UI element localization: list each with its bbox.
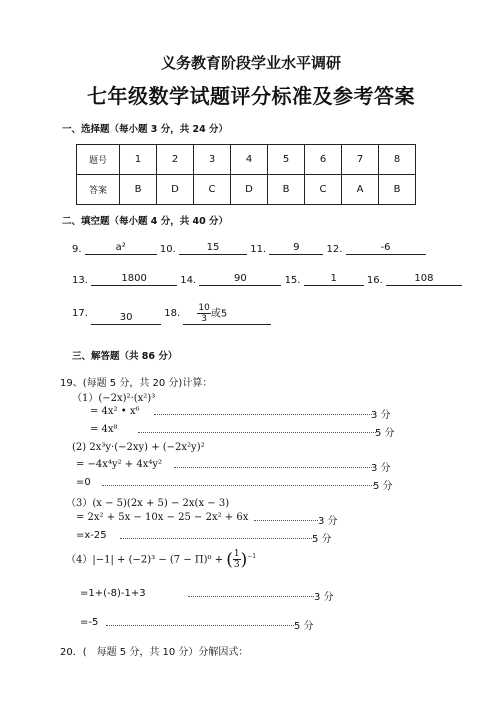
math-expression: (−2x)²·(x²)³	[98, 393, 156, 404]
answer-blank: 9	[269, 242, 323, 255]
p2-step1: = −4x⁴y² + 4x⁴y²	[76, 459, 163, 470]
answer-blank: 30	[91, 312, 161, 325]
answer-blank: 15	[179, 242, 247, 255]
p3-step2: =x-25	[76, 530, 107, 541]
leader-dots	[138, 424, 376, 433]
q-number: 9.	[72, 244, 82, 255]
table-cell: C	[194, 175, 231, 205]
doc-subtitle: 七年级数学试题评分标准及参考答案	[87, 84, 415, 108]
leader-dots	[106, 617, 294, 626]
answer-blank: 108	[386, 273, 462, 286]
table-row	[77, 175, 416, 205]
p2-step2: =0	[76, 477, 91, 488]
table-cell: 2	[157, 145, 194, 175]
table-cell: B	[379, 175, 416, 205]
leader-dots	[154, 406, 372, 415]
q-number: 15.	[284, 275, 301, 286]
answer-text: 或5	[210, 308, 228, 319]
table-cell: C	[305, 175, 342, 205]
table-cell: B	[120, 175, 157, 205]
part-label: （1）	[72, 393, 99, 404]
score: 3 分	[371, 463, 391, 474]
p1-expression	[72, 389, 155, 404]
q-number: 16.	[366, 275, 383, 286]
answer-blank: 90	[199, 273, 281, 286]
math-expression: 2x³y·(−2xy) + (−2x²y)²	[89, 442, 205, 453]
q-number: 14.	[180, 275, 197, 286]
part-label: （3）	[66, 498, 93, 509]
p4-step2: =-5	[80, 617, 99, 628]
score: 5 分	[375, 428, 395, 439]
table-cell: D	[231, 175, 268, 205]
table-cell: D	[157, 175, 194, 205]
answer-blank: a²	[85, 242, 157, 255]
score: 3 分	[318, 516, 338, 527]
score: 3 分	[371, 410, 391, 421]
answer-blank: 1800	[91, 273, 177, 286]
paren-left: (	[226, 549, 233, 570]
q-number: 17.	[72, 308, 88, 319]
math-expression: |−1| + (−2)³ − (7 − Π)⁰ +	[92, 554, 227, 566]
paren-right: )	[240, 549, 248, 570]
fraction-denominator: 3	[233, 560, 240, 571]
table-cell: 4	[231, 145, 268, 175]
table-cell: 3	[194, 145, 231, 175]
fill-row-2	[72, 273, 462, 286]
leader-dots	[120, 530, 312, 539]
fraction	[197, 303, 210, 324]
doc-title: 义务教育阶段学业水平调研	[160, 54, 341, 72]
table-cell: 6	[305, 145, 342, 175]
fraction	[233, 549, 241, 570]
fraction-denominator: 3	[201, 313, 207, 324]
table-row-label: 答案	[77, 175, 120, 205]
q19-heading: 19、(每题 5 分，共 20 分)计算：	[60, 378, 213, 389]
fill-row-1	[72, 242, 426, 255]
score: 3 分	[314, 592, 334, 603]
section1-heading: 一、选择题（每小题 3 分，共 24 分）	[62, 124, 229, 135]
table-cell: 5	[268, 145, 305, 175]
table-cell: A	[342, 175, 379, 205]
answer-blank	[183, 303, 271, 325]
q-number: 12.	[326, 244, 343, 255]
score: 5 分	[312, 534, 332, 545]
leader-dots	[188, 588, 314, 597]
part-label: (2)	[72, 442, 87, 453]
q20-heading: 20．( 每题 5 分，共 10 分）分解因式：	[60, 647, 249, 658]
score: 5 分	[294, 621, 314, 632]
section2-heading: 二、填空题（每小题 4 分，共 40 分）	[62, 216, 229, 227]
part-label: （4）	[66, 554, 93, 566]
leader-dots	[102, 477, 374, 486]
table-cell: 1	[120, 145, 157, 175]
fraction-numerator: 10	[198, 302, 210, 313]
q-number: 18.	[164, 308, 181, 319]
table-row-label: 题号	[77, 145, 120, 175]
fill-row-3	[72, 300, 271, 325]
answer-table	[76, 144, 416, 205]
q-number: 11.	[250, 244, 267, 255]
math-step: = 4x² • x⁶	[90, 406, 140, 417]
table-cell: 8	[379, 145, 416, 175]
p3-step1: = 2x² + 5x − 10x − 25 − 2x² + 6x	[76, 512, 249, 523]
math-expression: (x − 5)(2x + 5) − 2x(x − 3)	[92, 498, 230, 509]
leader-dots	[174, 459, 372, 468]
p1-step1	[90, 406, 139, 417]
p3-expression	[66, 494, 229, 509]
fraction-numerator: 1	[233, 549, 240, 560]
table-row	[77, 145, 416, 175]
p4-step1: =1+(-8)-1+3	[80, 588, 146, 599]
table-cell: 7	[342, 145, 379, 175]
answer-blank: -6	[346, 242, 426, 255]
q-number: 10.	[159, 244, 176, 255]
exponent: −1	[247, 553, 257, 560]
leader-dots	[254, 512, 318, 521]
answer-blank: 1	[304, 273, 364, 286]
p1-step2: = 4x⁸	[90, 424, 118, 435]
p4-expression	[66, 546, 256, 571]
q-number: 13.	[72, 275, 88, 286]
score: 5 分	[373, 481, 393, 492]
table-cell: B	[268, 175, 305, 205]
section3-heading: 三、解答题（共 86 分）	[72, 351, 178, 362]
p2-expression	[72, 442, 205, 453]
